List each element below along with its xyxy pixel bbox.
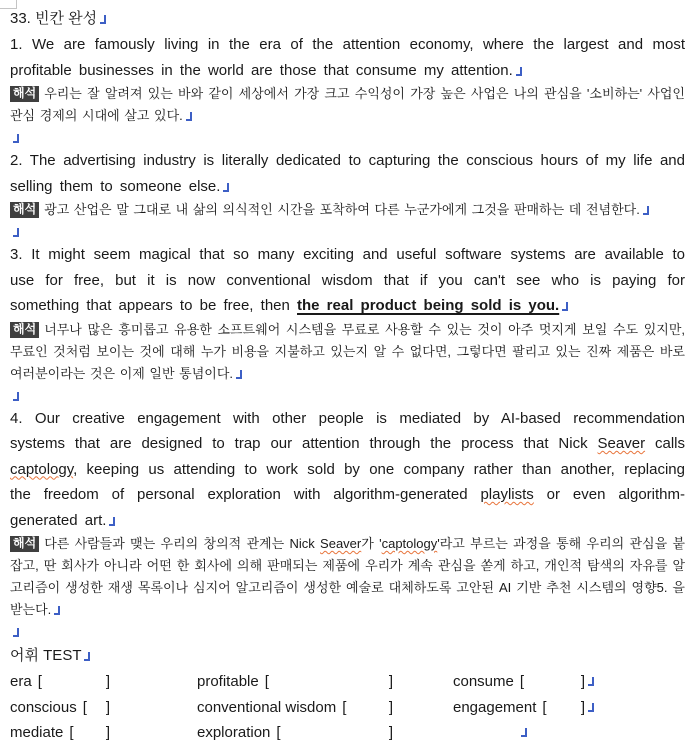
empty-paragraph — [10, 385, 685, 406]
section-title — [10, 6, 685, 32]
misspelled-word: Seaver — [597, 435, 646, 452]
misspelled-word: Seaver — [320, 536, 362, 551]
english-sentence-1 — [10, 32, 685, 83]
translation-text — [10, 322, 685, 381]
text-run: 2. The advertising industry is literally dedicated to capturing the conscious hours of my life and selling them to someone else. — [10, 152, 685, 195]
sentence-text — [10, 152, 685, 195]
text-run: 1. We are famously living in the era of the attention economy, where the largest and most profitable businesses in the world are those that consume my attention. — [10, 36, 685, 79]
vocab-row-2 — [10, 695, 685, 721]
text-run: , keeping us attending to work sold by one company rather than another, replacing the freedom of personal exploration with algorithm-generated — [10, 460, 685, 503]
translation-paragraph-3 — [10, 319, 685, 385]
vocab-entry-profitable — [197, 673, 393, 690]
bracket-close: ] — [388, 724, 393, 742]
bracket-open: [ — [37, 673, 42, 691]
paragraph-mark-icon — [588, 703, 594, 712]
english-sentence-2 — [10, 148, 685, 199]
vocab-entry-mediate — [10, 724, 110, 741]
translation-badge: 해석 — [10, 202, 39, 218]
text-run: calls — [645, 435, 685, 452]
vocab-word: conscious — [10, 698, 77, 716]
english-sentence-3 — [10, 242, 685, 319]
sentence-text — [10, 246, 685, 314]
paragraph-mark-icon — [562, 302, 568, 311]
translation-paragraph-2 — [10, 199, 685, 221]
paragraph-mark-icon — [84, 652, 90, 661]
english-sentence-4 — [10, 406, 685, 534]
vocab-entry-exploration — [197, 724, 393, 741]
misspelled-word: captology — [10, 460, 74, 478]
sentence-text — [10, 36, 685, 79]
vocab-word: exploration — [197, 724, 271, 742]
vocab-entry-era — [10, 673, 110, 690]
misspelled-word: captology — [381, 536, 438, 551]
emphasized-phrase: the real product being sold is you. — [297, 297, 560, 314]
translation-badge: 해석 — [10, 536, 39, 552]
translation-badge: 해석 — [10, 86, 39, 102]
paragraph-mark-icon — [100, 15, 106, 24]
vocab-entry-conventional-wisdom — [197, 699, 393, 716]
bracket-open: [ — [69, 724, 74, 742]
vocab-row-3 — [10, 720, 685, 746]
translation-badge: 해석 — [10, 322, 39, 338]
paragraph-mark-icon — [516, 67, 522, 76]
text-run: 다른 사람들과 맺는 우리의 창의적 관계는 Nick — [44, 536, 321, 551]
text-run: 3. It might seem magical that so many exciting and useful software systems are available to use for free, but it is now conventional wisdom that if you can't see who is paying for something that appears to be free, then — [10, 246, 685, 314]
bracket-close: ] — [388, 698, 393, 716]
bracket-close: ] — [105, 698, 110, 716]
vocab-row-1 — [10, 669, 685, 695]
misspelled-word: playlists — [480, 486, 534, 503]
paragraph-mark-icon — [54, 606, 60, 615]
vocab-test-title-text: 어휘 TEST — [10, 647, 82, 664]
paragraph-mark-icon — [13, 228, 19, 237]
text-boundary-corner-mark — [0, 0, 17, 9]
bracket-open: [ — [519, 673, 525, 691]
bracket-close: ] — [388, 673, 393, 691]
vocab-word: conventional wisdom — [197, 698, 337, 716]
vocab-entry-empty — [453, 728, 585, 737]
bracket-close: ] — [105, 724, 110, 742]
paragraph-mark-icon — [186, 112, 192, 121]
bracket-open: [ — [542, 698, 547, 716]
bracket-open: [ — [264, 673, 269, 691]
paragraph-mark-icon — [223, 183, 229, 192]
section-title-text: 33. 빈칸 완성 — [10, 10, 98, 27]
bracket-close: ] — [580, 673, 585, 691]
empty-paragraph — [10, 221, 685, 242]
bracket-open: [ — [82, 698, 87, 716]
text-run: 가 ' — [361, 536, 382, 551]
text-run: 4. Our creative engagement with other people is mediated by AI-based recommendation systems that are designed to trap our attention through the process that Nick — [10, 409, 685, 452]
vocab-word: profitable — [197, 673, 259, 691]
bracket-open: [ — [276, 724, 281, 742]
vocab-word: consume — [453, 673, 514, 691]
vocab-entry-consume — [453, 673, 585, 690]
translation-paragraph-1 — [10, 83, 685, 127]
paragraph-mark-icon — [588, 677, 594, 686]
paragraph-mark-icon — [236, 370, 242, 379]
translation-text — [10, 536, 685, 617]
vocab-entry-engagement — [453, 699, 585, 716]
vocab-word: engagement — [453, 698, 537, 716]
text-run: 너무나 많은 흥미롭고 유용한 소프트웨어 시스템을 무료로 사용할 수 있는 것이 아주 멋지게 보일 수도 있지만, 무료인 것처럼 보이는 것에 대해 누가 비용을 지불하고 있는지 알 수 없다면, 그렇다면 팔리고 있는 진짜 제품은 바로 여러분이라는 것은 이제 일반 통념이다. — [10, 321, 685, 381]
paragraph-mark-icon — [643, 206, 649, 215]
translation-text — [44, 202, 640, 217]
text-run: 우리는 잘 알려져 있는 바와 같이 세상에서 가장 크고 수익성이 가장 높은 사업은 나의 관심을 '소비하는' 사업인 관심 경제의 시대에 살고 있다. — [10, 86, 685, 123]
paragraph-mark-icon — [521, 728, 527, 737]
translation-text — [10, 86, 685, 123]
vocab-entry-conscious — [10, 699, 110, 716]
text-run: 광고 산업은 말 그대로 내 삶의 의식적인 시간을 포착하여 다른 누군가에게 그것을 판매하는 데 전념한다. — [44, 202, 640, 217]
vocab-word: era — [10, 673, 32, 691]
text-run: '라고 부르는 과정을 통해 우리의 관심을 붙잡고, 딴 회사가 아니라 어떤 한 회사에 의해 판매되는 제품에 우리가 계속 관심을 쏟게 하고, 개인적 탐색의 자유를 알고리즘이 생성한 재생 목록이나 심지어 알고리즘이 생성한 예술로 대체하도록 고안된 AI 기반 추천 시스템의 영향5. 을 받는다. — [10, 536, 686, 617]
text-run: or even algorithm-generated art. — [10, 486, 686, 529]
bracket-open: [ — [342, 698, 347, 716]
paragraph-mark-icon — [109, 517, 115, 526]
empty-paragraph — [10, 621, 685, 642]
paragraph-mark-icon — [13, 134, 19, 143]
translation-paragraph-4 — [10, 533, 685, 621]
vocab-word: mediate — [10, 724, 64, 742]
vocab-test-title — [10, 643, 685, 669]
sentence-text — [10, 410, 685, 529]
bracket-close: ] — [580, 698, 585, 716]
bracket-close: ] — [105, 673, 110, 691]
paragraph-mark-icon — [13, 628, 19, 637]
paragraph-mark-icon — [13, 392, 19, 401]
empty-paragraph — [10, 127, 685, 148]
